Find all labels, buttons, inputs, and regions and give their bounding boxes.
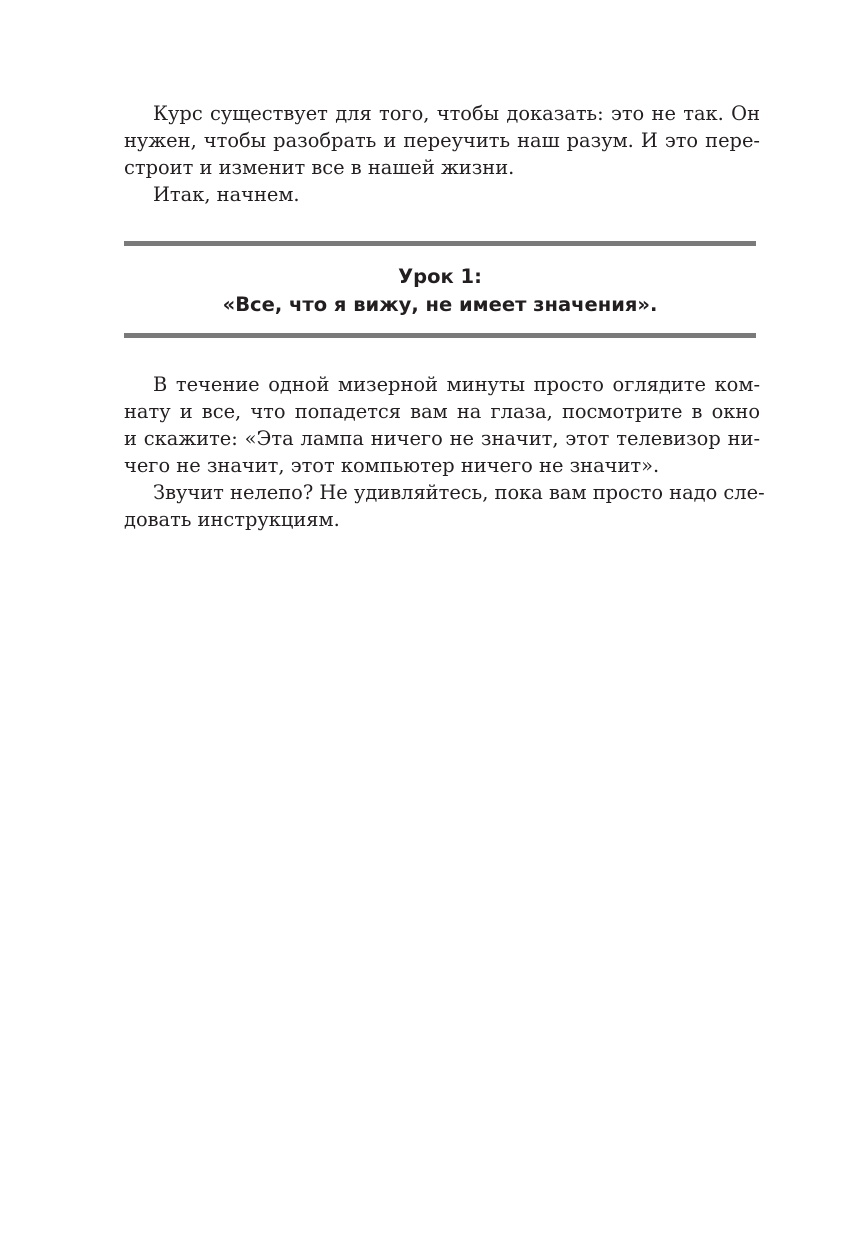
divider xyxy=(124,333,756,338)
page-content xyxy=(124,100,765,531)
text-line: довать инструкциям. xyxy=(124,508,340,531)
text-line: Курс существует для того, чтобы доказать: это не так. Он xyxy=(153,102,760,125)
text-line: нужен, чтобы разобрать и переучить наш разум. И это пере- xyxy=(124,129,760,152)
divider xyxy=(124,241,756,246)
text-line: нату и все, что попадется вам на глаза, посмотрите в окно xyxy=(124,400,760,423)
text-line: В течение одной мизерной минуты просто оглядите ком- xyxy=(153,373,760,396)
text-line: и скажите: «Эта лампа ничего не значит, этот телевизор ни- xyxy=(124,427,760,450)
lesson-text xyxy=(124,371,765,533)
intro-text xyxy=(124,100,760,208)
lesson-header xyxy=(124,241,756,341)
text-line: чего не значит, этот компьютер ничего не значит». xyxy=(124,454,660,477)
lesson-number: Урок 1: xyxy=(398,265,482,288)
paragraph xyxy=(124,181,760,208)
lesson-title: «Все, что я вижу, не имеет значения». xyxy=(222,293,658,316)
paragraph xyxy=(124,100,760,181)
text-line: строит и изменит все в нашей жизни. xyxy=(124,156,515,179)
text-line: Звучит нелепо? Не удивляйтесь, пока вам просто надо сле- xyxy=(153,481,765,504)
lesson-heading xyxy=(124,263,756,319)
paragraph xyxy=(124,479,765,533)
text-line: Итак, начнем. xyxy=(153,183,300,206)
paragraph xyxy=(124,371,760,479)
